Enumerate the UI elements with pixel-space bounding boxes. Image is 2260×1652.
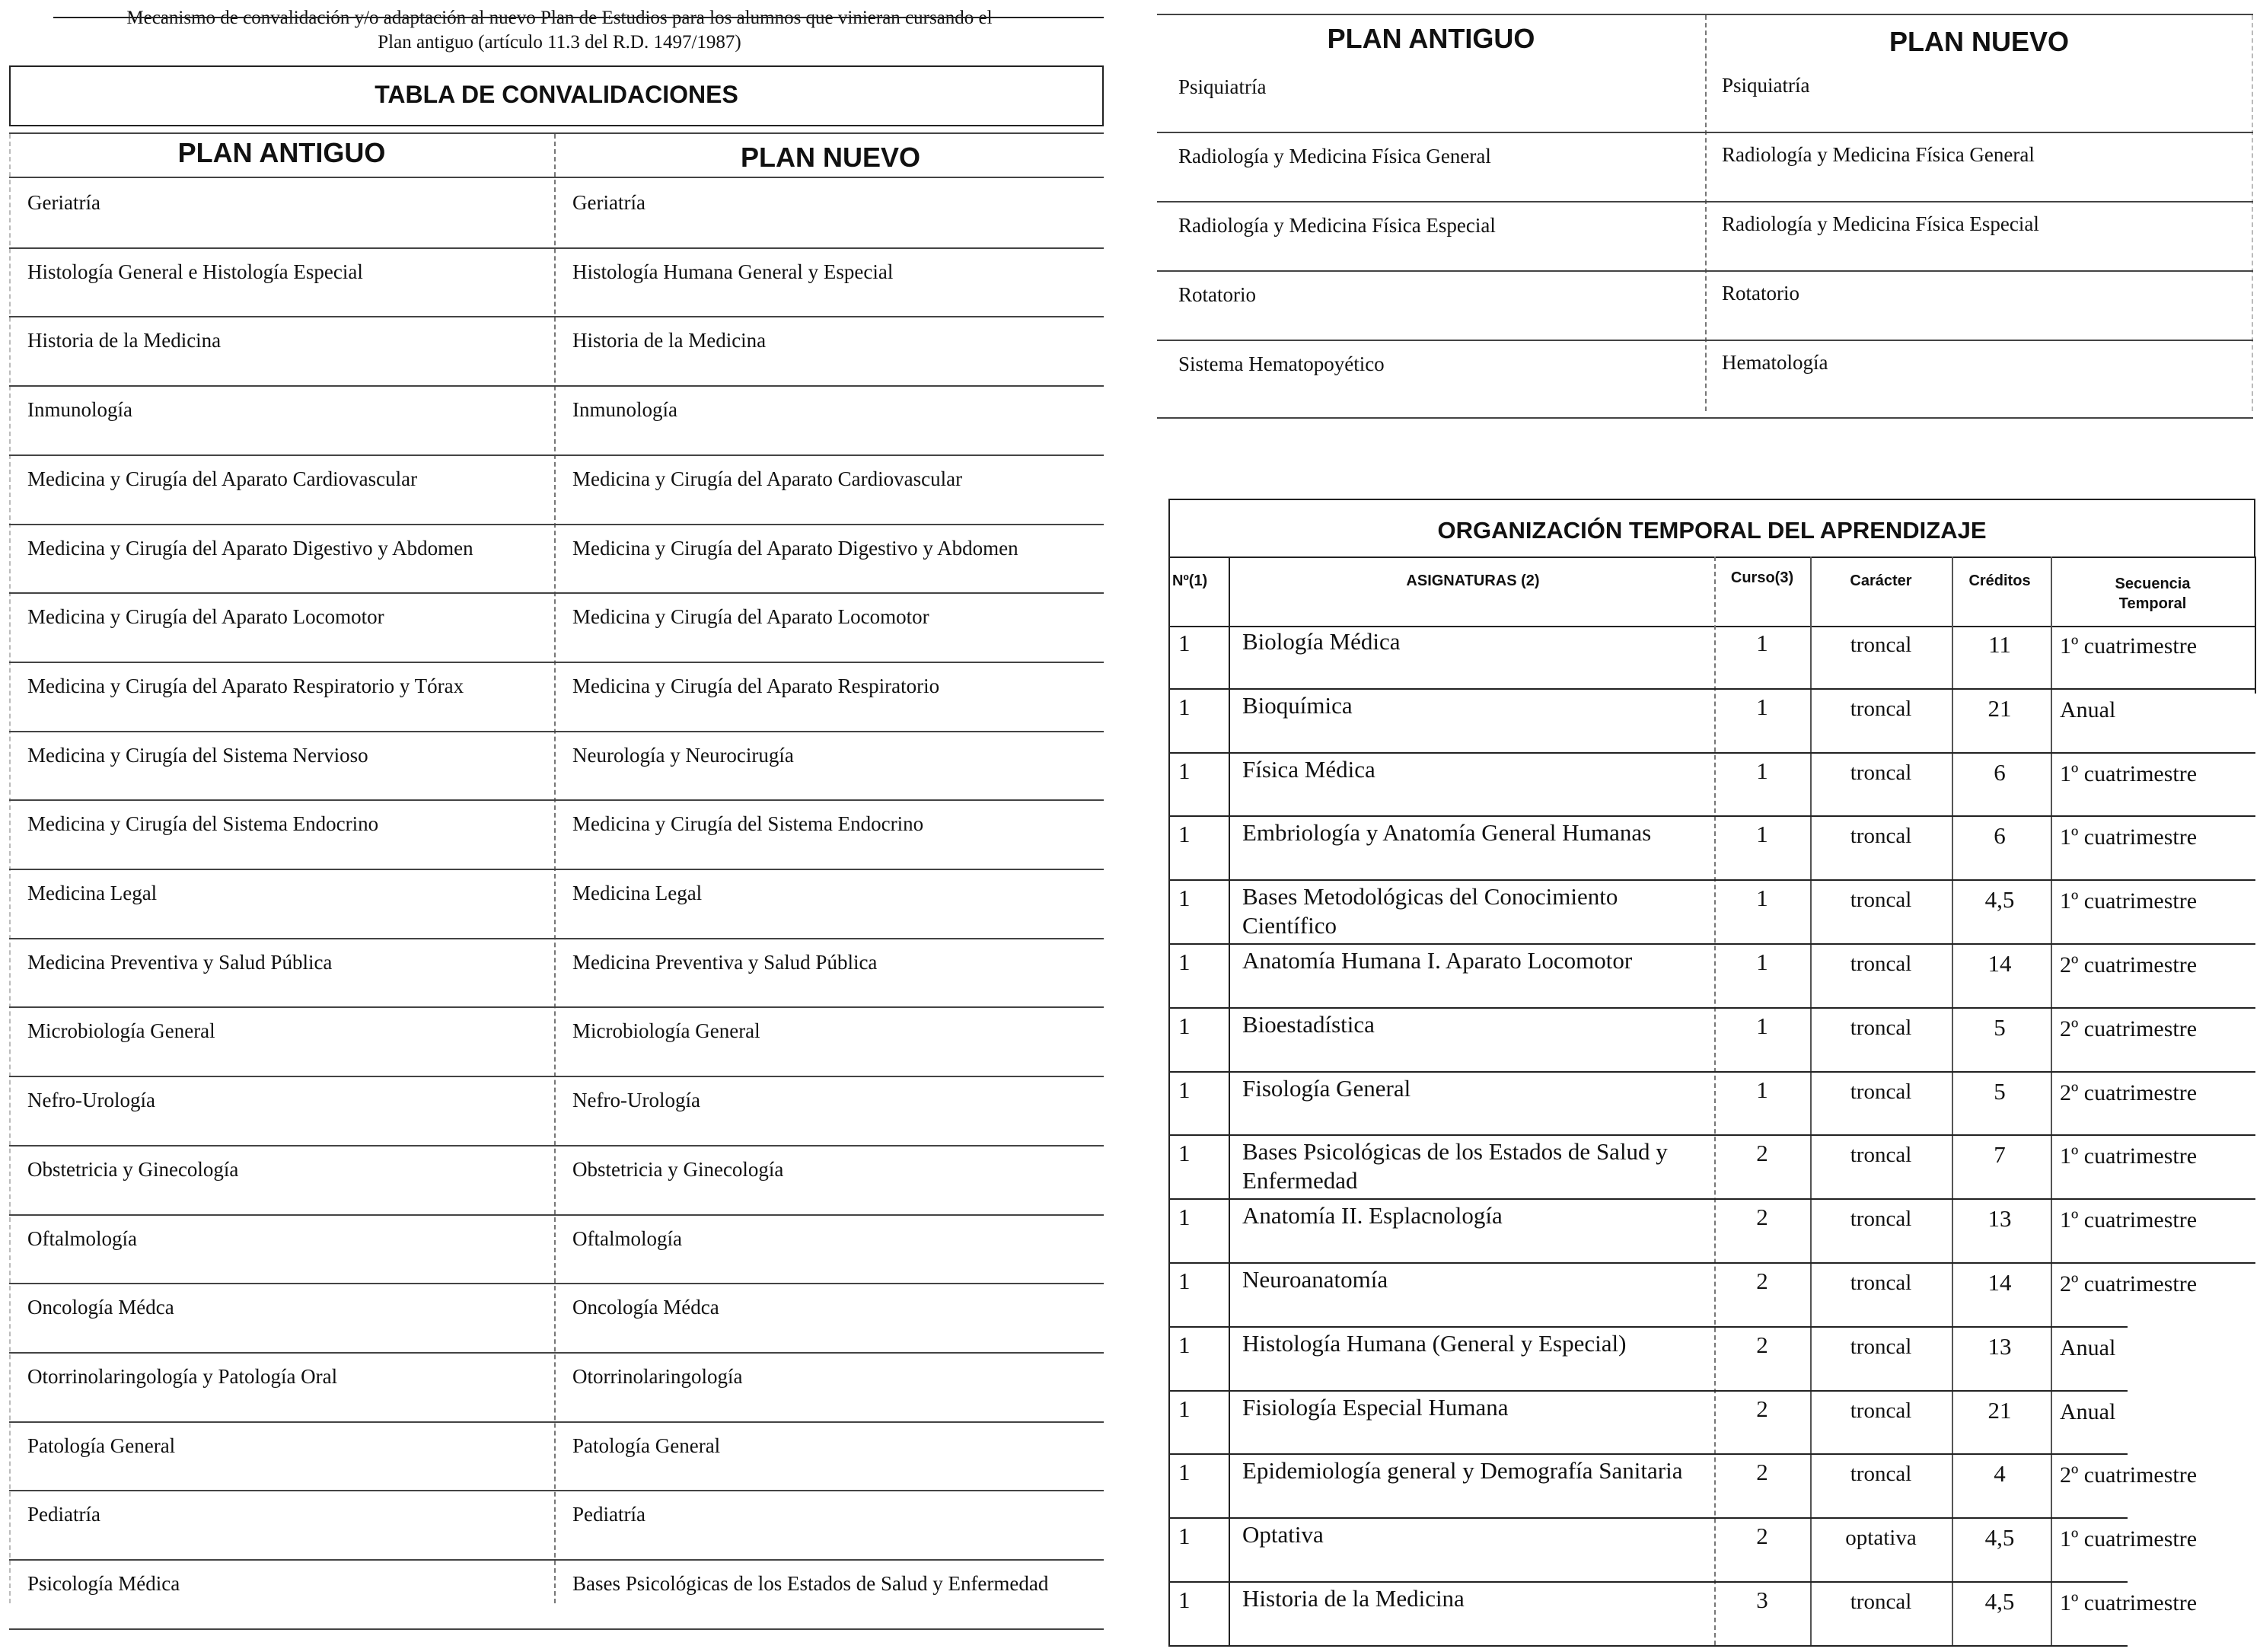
row-divider bbox=[1168, 815, 2255, 817]
curso-cell: 1 bbox=[1756, 949, 1768, 975]
caption-line-1: Mecanismo de convalidación y/o adaptación al nuevo Plan de Estudios para los alumnos que vinieran cursando el bbox=[126, 8, 993, 28]
plan-nuevo-cell: Medicina y Cirugía del Sistema Endocrino bbox=[572, 812, 924, 836]
row-divider bbox=[1168, 1071, 2255, 1073]
secuencia-cell: 1º cuatrimestre bbox=[2060, 633, 2198, 659]
caracter-cell: troncal bbox=[1850, 1015, 1912, 1040]
curso-cell: 3 bbox=[1756, 1587, 1768, 1613]
row-divider bbox=[9, 1490, 1104, 1491]
plan-antiguo-cell: Medicina y Cirugía del Aparato Cardiovascular bbox=[27, 467, 418, 490]
row-divider bbox=[9, 592, 1104, 594]
plan-nuevo-cell: Obstetricia y Ginecología bbox=[572, 1157, 784, 1181]
row-divider bbox=[1168, 1453, 2128, 1455]
plan-antiguo-cell: Medicina Preventiva y Salud Pública bbox=[27, 950, 333, 974]
plan-antiguo-cell: Rotatorio bbox=[1178, 283, 1256, 306]
plan-nuevo-cell: Neurología y Neurocirugía bbox=[572, 743, 794, 767]
plan-nuevo-cell: Oftalmología bbox=[572, 1226, 682, 1250]
curso-cell: 1 bbox=[1756, 821, 1768, 848]
caracter-cell: troncal bbox=[1850, 1398, 1912, 1423]
curso-cell: 1 bbox=[1756, 1012, 1768, 1039]
creditos-cell: 14 bbox=[1987, 950, 2012, 977]
plan-nuevo-cell: Otorrinolaringología bbox=[572, 1364, 743, 1388]
plan-antiguo-cell: Inmunología bbox=[27, 398, 132, 422]
creditos-cell: 6 bbox=[1994, 758, 2006, 786]
plan-antiguo-cell: Medicina y Cirugía del Sistema Nervioso bbox=[27, 743, 368, 767]
asignatura-cell bbox=[1242, 1456, 1707, 1485]
secuencia-cell: 2º cuatrimestre bbox=[2060, 1462, 2198, 1488]
row-divider bbox=[9, 1145, 1104, 1147]
plan-antiguo-cell: Medicina y Cirugía del Aparato Locomotor bbox=[27, 605, 384, 629]
asignatura-line-1: Bases Psicológicas de los Estados de Salud y bbox=[1242, 1138, 1668, 1166]
row-divider bbox=[1168, 943, 2255, 945]
creditos-cell: 5 bbox=[1994, 1013, 2006, 1041]
num-cell: 1 bbox=[1178, 1012, 1191, 1039]
plan-antiguo-cell: Medicina y Cirugía del Aparato Respiratorio y Tórax bbox=[27, 674, 464, 697]
caracter-cell: troncal bbox=[1850, 1143, 1912, 1168]
secuencia-cell: 2º cuatrimestre bbox=[2060, 1080, 2198, 1105]
curso-cell: 1 bbox=[1756, 1076, 1768, 1103]
asignatura-line-2: Enfermedad bbox=[1242, 1167, 1358, 1194]
caracter-cell: troncal bbox=[1850, 1334, 1912, 1359]
caracter-cell: troncal bbox=[1850, 633, 1912, 657]
plan-nuevo-cell: Pediatría bbox=[572, 1503, 645, 1526]
num-cell: 1 bbox=[1178, 1140, 1191, 1167]
asignatura-line-1: Bioestadística bbox=[1242, 1010, 1375, 1038]
curso-cell: 2 bbox=[1756, 1268, 1768, 1294]
row-divider bbox=[1168, 1581, 2128, 1583]
plan-antiguo-cell: Oftalmología bbox=[27, 1226, 137, 1250]
secuencia-cell: 1º cuatrimestre bbox=[2060, 888, 2198, 914]
header-num: Nº(1) bbox=[1172, 572, 1208, 589]
asignatura-cell bbox=[1242, 1520, 1707, 1549]
num-cell: 1 bbox=[1178, 1076, 1191, 1103]
caracter-cell: troncal bbox=[1850, 1207, 1912, 1232]
plan-antiguo-cell: Histología General e Histología Especial bbox=[27, 260, 363, 283]
asignatura-line-1: Fisiología Especial Humana bbox=[1242, 1393, 1509, 1421]
secuencia-cell: Anual bbox=[2060, 697, 2116, 722]
header-curso: Curso(3) bbox=[1730, 569, 1794, 586]
asignatura-cell bbox=[1242, 1010, 1707, 1039]
col-header-plan-antiguo: PLAN ANTIGUO bbox=[177, 137, 386, 168]
header-secuencia-line1: Secuencia bbox=[2115, 576, 2191, 592]
row-divider bbox=[1168, 1645, 2128, 1647]
plan-antiguo-cell: Medicina y Cirugía del Sistema Endocrino bbox=[27, 812, 379, 836]
plan-nuevo-cell: Patología General bbox=[572, 1434, 721, 1457]
plan-antiguo-cell: Patología General bbox=[27, 1434, 176, 1457]
num-cell: 1 bbox=[1178, 1331, 1191, 1358]
plan-antiguo-cell: Otorrinolaringología y Patología Oral bbox=[27, 1364, 338, 1388]
asignatura-line-1: Física Médica bbox=[1242, 755, 1375, 783]
row-divider bbox=[1168, 1134, 2255, 1136]
num-cell: 1 bbox=[1178, 630, 1191, 656]
creditos-cell: 13 bbox=[1987, 1205, 2012, 1233]
num-cell: 1 bbox=[1178, 885, 1191, 912]
plan-antiguo-cell: Obstetricia y Ginecología bbox=[27, 1157, 239, 1181]
secuencia-cell: 2º cuatrimestre bbox=[2060, 1271, 2198, 1296]
row-divider bbox=[9, 1559, 1104, 1561]
row-divider bbox=[9, 731, 1104, 732]
row-divider bbox=[1168, 1007, 2255, 1009]
caracter-cell: troncal bbox=[1850, 824, 1912, 849]
row-divider bbox=[1157, 132, 2253, 133]
secuencia-cell: 1º cuatrimestre bbox=[2060, 824, 2198, 850]
plan-nuevo-cell: Radiología y Medicina Física General bbox=[1722, 143, 2035, 166]
row-divider bbox=[9, 1421, 1104, 1423]
creditos-cell: 6 bbox=[1994, 822, 2006, 850]
asignatura-cell bbox=[1242, 818, 1707, 847]
row-divider bbox=[9, 454, 1104, 456]
row-divider bbox=[9, 1076, 1104, 1077]
col-header-plan-nuevo: PLAN NUEVO bbox=[740, 142, 921, 173]
secuencia-cell: 1º cuatrimestre bbox=[2060, 1143, 2198, 1169]
caption-line-2: Plan antiguo (artículo 11.3 del R.D. 1497/1987) bbox=[378, 32, 741, 53]
curso-cell: 1 bbox=[1756, 885, 1768, 912]
num-cell: 1 bbox=[1178, 1268, 1191, 1294]
asignatura-cell bbox=[1242, 755, 1707, 784]
asignatura-line-1: Historia de la Medicina bbox=[1242, 1585, 1465, 1612]
asignatura-line-1: Fisología General bbox=[1242, 1074, 1411, 1102]
row-divider bbox=[9, 938, 1104, 939]
asignatura-cell bbox=[1242, 1584, 1707, 1613]
creditos-cell: 13 bbox=[1987, 1332, 2012, 1360]
row-divider bbox=[1168, 879, 2255, 881]
row-divider bbox=[9, 869, 1104, 870]
row-divider bbox=[1157, 270, 2253, 272]
asignatura-cell bbox=[1242, 691, 1707, 720]
org-title: ORGANIZACIÓN TEMPORAL DEL APRENDIZAJE bbox=[1437, 517, 1987, 544]
curso-cell: 1 bbox=[1756, 693, 1768, 720]
creditos-cell: 14 bbox=[1987, 1269, 2012, 1296]
asignatura-line-1: Bioquímica bbox=[1242, 691, 1353, 719]
header-secuencia bbox=[2051, 574, 2255, 614]
asignatura-line-2: Científico bbox=[1242, 912, 1337, 939]
asignatura-cell bbox=[1242, 1265, 1707, 1294]
curso-cell: 2 bbox=[1756, 1140, 1768, 1167]
asignatura-line-1: Biología Médica bbox=[1242, 628, 1401, 655]
row-divider bbox=[9, 247, 1104, 249]
creditos-cell: 21 bbox=[1987, 1396, 2012, 1424]
caracter-cell: troncal bbox=[1850, 1079, 1912, 1104]
asignatura-line-1: Neuroanatomía bbox=[1242, 1266, 1388, 1293]
col-header-plan-antiguo-2: PLAN ANTIGUO bbox=[1327, 23, 1535, 54]
asignatura-cell bbox=[1242, 1201, 1707, 1230]
plan-nuevo-cell: Historia de la Medicina bbox=[572, 329, 767, 352]
col-header-plan-nuevo-2: PLAN NUEVO bbox=[1889, 26, 2070, 57]
plan-antiguo-cell: Oncología Médca bbox=[27, 1296, 174, 1319]
asignatura-cell bbox=[1242, 1074, 1707, 1103]
row-divider bbox=[1157, 340, 2253, 341]
asignatura-line-1: Histología Humana (General y Especial) bbox=[1242, 1329, 1627, 1357]
row-divider bbox=[9, 1006, 1104, 1008]
plan-antiguo-cell: Medicina Legal bbox=[27, 882, 158, 904]
asignatura-cell bbox=[1242, 882, 1707, 940]
num-cell: 1 bbox=[1178, 1395, 1191, 1422]
row-divider bbox=[9, 1283, 1104, 1284]
plan-antiguo-cell: Radiología y Medicina Física General bbox=[1178, 145, 1491, 167]
secuencia-cell: Anual bbox=[2060, 1335, 2116, 1360]
caracter-cell: troncal bbox=[1850, 1271, 1912, 1295]
secuencia-cell: 2º cuatrimestre bbox=[2060, 1016, 2198, 1041]
num-cell: 1 bbox=[1178, 757, 1191, 784]
asignatura-cell bbox=[1242, 627, 1707, 656]
asignatura-line-1: Anatomía Humana I. Aparato Locomotor bbox=[1242, 947, 1633, 974]
row-divider bbox=[9, 1214, 1104, 1216]
asignatura-line-1: Anatomía II. Esplacnología bbox=[1242, 1202, 1503, 1229]
secuencia-cell: 1º cuatrimestre bbox=[2060, 1526, 2198, 1552]
plan-nuevo-cell: Psiquiatría bbox=[1722, 74, 1810, 97]
secuencia-cell: Anual bbox=[2060, 1398, 2116, 1424]
creditos-cell: 4,5 bbox=[1984, 1588, 2015, 1615]
plan-nuevo-cell: Medicina y Cirugía del Aparato Cardiovascular bbox=[572, 467, 963, 490]
table-title: TABLA DE CONVALIDACIONES bbox=[375, 81, 738, 108]
curso-cell: 2 bbox=[1756, 1204, 1768, 1231]
plan-antiguo-cell: Pediatría bbox=[27, 1503, 100, 1526]
caracter-cell: troncal bbox=[1850, 1462, 1912, 1487]
num-cell: 1 bbox=[1178, 1204, 1191, 1231]
caracter-cell: troncal bbox=[1850, 760, 1912, 785]
num-cell: 1 bbox=[1178, 949, 1191, 975]
secuencia-cell: 1º cuatrimestre bbox=[2060, 1207, 2198, 1233]
row-divider bbox=[9, 385, 1104, 387]
creditos-cell: 4 bbox=[1994, 1460, 2006, 1488]
row-divider bbox=[9, 799, 1104, 801]
plan-antiguo-cell: Psiquiatría bbox=[1178, 75, 1267, 98]
plan-nuevo-cell: Medicina Preventiva y Salud Pública bbox=[572, 950, 878, 974]
caracter-cell: troncal bbox=[1850, 696, 1912, 721]
secuencia-cell: 1º cuatrimestre bbox=[2060, 1590, 2198, 1615]
plan-nuevo-cell: Bases Psicológicas de los Estados de Salud y Enfermedad bbox=[572, 1572, 1049, 1595]
row-divider bbox=[1168, 688, 2255, 690]
creditos-cell: 21 bbox=[1987, 694, 2012, 722]
creditos-cell: 4,5 bbox=[1984, 1524, 2015, 1552]
creditos-cell: 7 bbox=[1994, 1141, 2006, 1169]
plan-nuevo-cell: Medicina Legal bbox=[572, 882, 703, 904]
plan-nuevo-cell: Histología Humana General y Especial bbox=[572, 260, 894, 283]
curso-cell: 2 bbox=[1756, 1459, 1768, 1486]
header-asignaturas: ASIGNATURAS (2) bbox=[1406, 572, 1540, 589]
caracter-cell: troncal bbox=[1850, 888, 1912, 913]
curso-cell: 1 bbox=[1756, 757, 1768, 784]
plan-antiguo-cell: Geriatría bbox=[27, 191, 100, 214]
secuencia-cell: 2º cuatrimestre bbox=[2060, 952, 2198, 977]
plan-antiguo-cell: Sistema Hematopoyético bbox=[1178, 352, 1385, 375]
caption bbox=[15, 6, 1104, 55]
asignatura-cell bbox=[1242, 946, 1707, 975]
plan-antiguo-cell: Psicología Médica bbox=[27, 1572, 180, 1595]
plan-antiguo-cell: Nefro-Urología bbox=[27, 1089, 155, 1112]
row-divider bbox=[9, 524, 1104, 525]
row-divider bbox=[9, 316, 1104, 317]
num-cell: 1 bbox=[1178, 821, 1191, 848]
row-divider bbox=[1168, 1262, 2255, 1264]
row-divider bbox=[1168, 1390, 2128, 1392]
plan-nuevo-cell: Radiología y Medicina Física Especial bbox=[1722, 212, 2039, 235]
creditos-cell: 11 bbox=[1988, 631, 2011, 658]
plan-nuevo-cell: Nefro-Urología bbox=[572, 1089, 700, 1112]
curso-cell: 2 bbox=[1756, 1523, 1768, 1550]
plan-nuevo-cell: Medicina y Cirugía del Aparato Digestivo y Abdomen bbox=[572, 536, 1018, 560]
header-caracter: Carácter bbox=[1850, 572, 1912, 589]
header-secuencia-line2: Temporal bbox=[2118, 595, 2187, 612]
row-divider bbox=[9, 1628, 1104, 1630]
caracter-cell: optativa bbox=[1845, 1526, 1917, 1551]
plan-antiguo-cell: Historia de la Medicina bbox=[27, 329, 222, 352]
row-divider bbox=[1168, 752, 2255, 754]
plan-nuevo-cell: Medicina y Cirugía del Aparato Locomotor bbox=[572, 605, 929, 629]
header-creditos: Créditos bbox=[1968, 572, 2031, 589]
curso-cell: 1 bbox=[1756, 630, 1768, 656]
curso-cell: 2 bbox=[1756, 1395, 1768, 1422]
asignatura-line-1: Bases Metodológicas del Conocimiento bbox=[1242, 883, 1618, 911]
plan-antiguo-cell: Medicina y Cirugía del Aparato Digestivo y Abdomen bbox=[27, 536, 473, 560]
asignatura-cell bbox=[1242, 1137, 1707, 1195]
plan-nuevo-cell: Geriatría bbox=[572, 191, 645, 214]
row-divider bbox=[9, 662, 1104, 663]
asignatura-cell bbox=[1242, 1393, 1707, 1422]
org-title-box bbox=[1168, 499, 2255, 557]
num-cell: 1 bbox=[1178, 1523, 1191, 1550]
row-divider bbox=[1157, 201, 2253, 203]
caracter-cell: troncal bbox=[1850, 1590, 1912, 1614]
secuencia-cell: 1º cuatrimestre bbox=[2060, 761, 2198, 786]
plan-nuevo-cell: Microbiología General bbox=[572, 1019, 760, 1043]
row-divider bbox=[9, 1352, 1104, 1354]
plan-nuevo-cell: Oncología Médca bbox=[572, 1296, 719, 1319]
curso-cell: 2 bbox=[1756, 1331, 1768, 1358]
table-title-box bbox=[9, 65, 1104, 126]
row-divider bbox=[1168, 1198, 2255, 1200]
caracter-cell: troncal bbox=[1850, 952, 1912, 976]
num-cell: 1 bbox=[1178, 1459, 1191, 1486]
plan-nuevo-cell: Hematología bbox=[1722, 351, 1828, 374]
plan-nuevo-cell: Medicina y Cirugía del Aparato Respiratorio bbox=[572, 674, 940, 697]
asignatura-line-1: Embriología y Anatomía General Humanas bbox=[1242, 819, 1652, 847]
row-divider bbox=[1168, 1326, 2128, 1328]
asignatura-line-1: Optativa bbox=[1242, 1521, 1324, 1548]
asignatura-cell bbox=[1242, 1329, 1707, 1358]
asignatura-line-1: Epidemiología general y Demografía Sanitaria bbox=[1242, 1457, 1683, 1485]
row-divider bbox=[1168, 1517, 2128, 1519]
plan-nuevo-cell: Rotatorio bbox=[1722, 282, 1799, 305]
plan-nuevo-cell: Inmunología bbox=[572, 398, 677, 422]
creditos-cell: 5 bbox=[1994, 1077, 2006, 1105]
plan-antiguo-cell: Microbiología General bbox=[27, 1019, 215, 1043]
plan-antiguo-cell: Radiología y Medicina Física Especial bbox=[1178, 214, 1496, 237]
num-cell: 1 bbox=[1178, 693, 1191, 720]
creditos-cell: 4,5 bbox=[1984, 886, 2015, 914]
num-cell: 1 bbox=[1178, 1587, 1191, 1613]
